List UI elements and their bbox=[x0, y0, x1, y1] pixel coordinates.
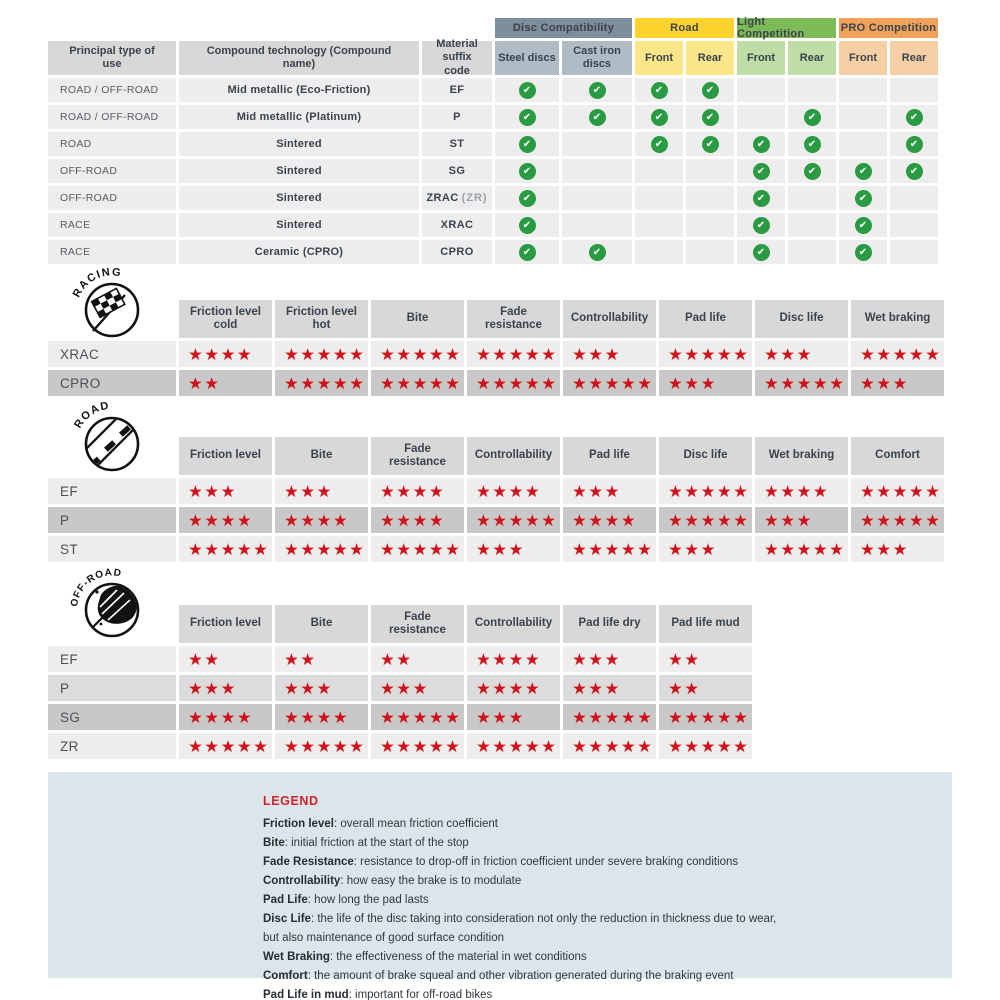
column-header: Wet braking bbox=[851, 300, 944, 338]
compatibility-cell bbox=[890, 132, 938, 156]
compatibility-cell bbox=[686, 186, 734, 210]
offroad-mud-icon bbox=[54, 562, 158, 644]
compatibility-cell bbox=[495, 159, 559, 183]
legend-term: Controllability bbox=[263, 875, 341, 887]
star-rating: ★★★★★ bbox=[851, 341, 944, 367]
column-header: Bite bbox=[275, 605, 368, 643]
road-ratings-section bbox=[48, 399, 944, 562]
star-rating: ★★★★★ bbox=[659, 341, 752, 367]
star-rating: ★★★★ bbox=[467, 675, 560, 701]
column-header: Pad life bbox=[563, 437, 656, 475]
column-header: Fade resistance bbox=[371, 605, 464, 643]
star-rating: ★★★★ bbox=[371, 478, 464, 504]
star-rating: ★★★★★ bbox=[275, 536, 368, 562]
legend-term: Pad Life bbox=[263, 894, 308, 906]
check-icon: ✔ bbox=[804, 109, 821, 126]
star-rating: ★★★ bbox=[467, 536, 560, 562]
star-rating: ★★★★★ bbox=[851, 507, 944, 533]
star-rating: ★★★★★ bbox=[563, 536, 656, 562]
star-rating: ★★★★★ bbox=[563, 370, 656, 396]
sub-column-header: Front bbox=[635, 41, 683, 75]
column-header: Friction level bbox=[179, 437, 272, 475]
legend-term: Wet Braking bbox=[263, 951, 330, 963]
use-type-cell: OFF-ROAD bbox=[48, 186, 176, 210]
compatibility-cell bbox=[788, 132, 836, 156]
star-rating: ★★ bbox=[179, 646, 272, 672]
row-label: P bbox=[48, 675, 176, 701]
compatibility-cell bbox=[788, 213, 836, 237]
compatibility-cell bbox=[890, 78, 938, 102]
compatibility-cell bbox=[737, 105, 785, 129]
column-header: Compound technology (Compound name) bbox=[179, 41, 419, 75]
material-code-cell: CPRO bbox=[422, 240, 492, 264]
compatibility-cell bbox=[788, 105, 836, 129]
column-header: Fade resistance bbox=[371, 437, 464, 475]
use-type-cell: OFF-ROAD bbox=[48, 159, 176, 183]
compatibility-cell bbox=[737, 186, 785, 210]
material-code-cell: SG bbox=[422, 159, 492, 183]
column-header: Disc life bbox=[755, 300, 848, 338]
compatibility-cell bbox=[495, 186, 559, 210]
star-rating: ★★★ bbox=[563, 646, 656, 672]
column-header: Comfort bbox=[851, 437, 944, 475]
material-code-note: (ZR) bbox=[461, 192, 488, 204]
legend-term: Friction level bbox=[263, 818, 334, 830]
sub-column-header: Cast iron discs bbox=[562, 41, 632, 75]
star-rating: ★★★ bbox=[851, 536, 944, 562]
check-icon: ✔ bbox=[702, 136, 719, 153]
check-icon: ✔ bbox=[651, 136, 668, 153]
column-header: Pad life mud bbox=[659, 605, 752, 643]
compatibility-cell bbox=[737, 78, 785, 102]
check-icon: ✔ bbox=[753, 244, 770, 261]
compatibility-cell bbox=[562, 132, 632, 156]
racing-ratings-section bbox=[48, 266, 944, 396]
star-rating: ★★★★★ bbox=[371, 370, 464, 396]
road-ratings-table bbox=[48, 437, 944, 562]
group-header: Light Competition bbox=[737, 18, 836, 38]
material-code-cell: EF bbox=[422, 78, 492, 102]
compatibility-table bbox=[48, 18, 938, 264]
use-type-cell: RACE bbox=[48, 240, 176, 264]
use-type-cell: ROAD / OFF-ROAD bbox=[48, 105, 176, 129]
compatibility-cell bbox=[562, 105, 632, 129]
row-label: SG bbox=[48, 704, 176, 730]
compatibility-cell bbox=[562, 159, 632, 183]
star-rating: ★★★ bbox=[275, 478, 368, 504]
star-rating: ★★★ bbox=[563, 341, 656, 367]
column-header: Controllability bbox=[467, 437, 560, 475]
compatibility-cell bbox=[635, 105, 683, 129]
star-rating: ★★★★★ bbox=[275, 341, 368, 367]
check-icon: ✔ bbox=[519, 244, 536, 261]
compatibility-cell bbox=[839, 105, 887, 129]
legend-panel bbox=[48, 772, 952, 1000]
star-rating: ★★★★ bbox=[563, 507, 656, 533]
legend-entry: Friction level: overall mean friction coefficient bbox=[263, 818, 498, 830]
sub-column-header: Front bbox=[737, 41, 785, 75]
check-icon: ✔ bbox=[753, 217, 770, 234]
star-rating: ★★ bbox=[275, 646, 368, 672]
material-code-cell: XRAC bbox=[422, 213, 492, 237]
column-header: Pad life dry bbox=[563, 605, 656, 643]
compatibility-cell bbox=[839, 213, 887, 237]
star-rating: ★★★★ bbox=[467, 478, 560, 504]
star-rating: ★★ bbox=[179, 370, 272, 396]
check-icon: ✔ bbox=[855, 190, 872, 207]
legend-entries bbox=[263, 815, 952, 1000]
sub-column-header: Front bbox=[839, 41, 887, 75]
sub-column-header: Rear bbox=[788, 41, 836, 75]
column-header: Friction level hot bbox=[275, 300, 368, 338]
star-rating: ★★★★★ bbox=[467, 733, 560, 759]
use-type-cell: ROAD / OFF-ROAD bbox=[48, 78, 176, 102]
legend-term: Pad Life in mud bbox=[263, 989, 349, 1000]
star-rating: ★★★★★ bbox=[179, 536, 272, 562]
row-label: EF bbox=[48, 478, 176, 504]
compatibility-cell bbox=[562, 78, 632, 102]
star-rating: ★★★★★ bbox=[275, 733, 368, 759]
check-icon: ✔ bbox=[906, 163, 923, 180]
road-icon bbox=[54, 396, 154, 476]
compatibility-cell bbox=[737, 213, 785, 237]
legend-entry: Comfort: the amount of brake squeal and other vibration generated during the braking event bbox=[263, 970, 734, 982]
compatibility-cell bbox=[737, 159, 785, 183]
compatibility-cell bbox=[686, 159, 734, 183]
star-rating: ★★★★★ bbox=[659, 704, 752, 730]
column-header: Disc life bbox=[659, 437, 752, 475]
star-rating: ★★★★★ bbox=[851, 478, 944, 504]
check-icon: ✔ bbox=[804, 163, 821, 180]
column-header: Material suffix code bbox=[422, 41, 492, 75]
star-rating: ★★★ bbox=[371, 675, 464, 701]
column-header: Principal type of use bbox=[48, 41, 176, 75]
row-label: EF bbox=[48, 646, 176, 672]
legend-entry: Disc Life: the life of the disc taking into consideration not only the reduction in thickness due to wear, bbox=[263, 913, 777, 925]
compatibility-cell bbox=[686, 105, 734, 129]
sub-column-header: Steel discs bbox=[495, 41, 559, 75]
star-rating: ★★★★ bbox=[755, 478, 848, 504]
use-type-cell: RACE bbox=[48, 213, 176, 237]
row-label: XRAC bbox=[48, 341, 176, 367]
check-icon: ✔ bbox=[651, 109, 668, 126]
star-rating: ★★★ bbox=[755, 341, 848, 367]
group-header: Disc Compatibility bbox=[495, 18, 632, 38]
compatibility-cell bbox=[495, 240, 559, 264]
check-icon: ✔ bbox=[702, 82, 719, 99]
svg-text:OFF-ROAD: OFF-ROAD bbox=[68, 567, 123, 608]
star-rating: ★★★★★ bbox=[275, 370, 368, 396]
star-rating: ★★★★ bbox=[371, 507, 464, 533]
compound-cell: Sintered bbox=[179, 159, 419, 183]
offroad-ratings-section bbox=[48, 567, 752, 759]
star-rating: ★★★ bbox=[851, 370, 944, 396]
material-code-cell: ST bbox=[422, 132, 492, 156]
legend-term: Disc Life bbox=[263, 913, 311, 925]
compatibility-cell bbox=[686, 213, 734, 237]
star-rating: ★★★★ bbox=[467, 646, 560, 672]
star-rating: ★★★ bbox=[179, 675, 272, 701]
column-header: Friction level bbox=[179, 605, 272, 643]
compatibility-cell bbox=[495, 213, 559, 237]
star-rating: ★★★★★ bbox=[755, 536, 848, 562]
racing-flag-icon bbox=[54, 262, 154, 342]
compatibility-cell bbox=[635, 132, 683, 156]
check-icon: ✔ bbox=[906, 109, 923, 126]
check-icon: ✔ bbox=[855, 163, 872, 180]
compatibility-cell bbox=[788, 186, 836, 210]
group-header: Road bbox=[635, 18, 734, 38]
compatibility-cell bbox=[562, 186, 632, 210]
compatibility-cell bbox=[495, 105, 559, 129]
check-icon: ✔ bbox=[519, 136, 536, 153]
compatibility-cell bbox=[635, 213, 683, 237]
check-icon: ✔ bbox=[589, 244, 606, 261]
material-code-cell: P bbox=[422, 105, 492, 129]
compatibility-cell bbox=[495, 78, 559, 102]
compatibility-cell bbox=[890, 159, 938, 183]
compatibility-cell bbox=[686, 132, 734, 156]
compatibility-cell bbox=[635, 240, 683, 264]
compound-cell: Sintered bbox=[179, 186, 419, 210]
row-label: ST bbox=[48, 536, 176, 562]
star-rating: ★★ bbox=[371, 646, 464, 672]
legend-title: LEGEND bbox=[263, 794, 319, 808]
column-header: Fade resistance bbox=[467, 300, 560, 338]
star-rating: ★★★ bbox=[659, 536, 752, 562]
star-rating: ★★★ bbox=[179, 478, 272, 504]
sub-column-header: Rear bbox=[686, 41, 734, 75]
star-rating: ★★★ bbox=[755, 507, 848, 533]
star-rating: ★★★ bbox=[563, 675, 656, 701]
row-label: CPRO bbox=[48, 370, 176, 396]
compatibility-cell bbox=[737, 240, 785, 264]
star-rating: ★★★★ bbox=[275, 704, 368, 730]
star-rating: ★★★★ bbox=[179, 341, 272, 367]
compatibility-cell bbox=[737, 132, 785, 156]
compound-cell: Mid metallic (Platinum) bbox=[179, 105, 419, 129]
column-header: Bite bbox=[371, 300, 464, 338]
star-rating: ★★★★★ bbox=[563, 704, 656, 730]
compatibility-cell bbox=[686, 78, 734, 102]
star-rating: ★★★★ bbox=[179, 704, 272, 730]
star-rating: ★★★ bbox=[563, 478, 656, 504]
star-rating: ★★ bbox=[659, 675, 752, 701]
star-rating: ★★★★★ bbox=[659, 507, 752, 533]
compatibility-cell bbox=[839, 78, 887, 102]
check-icon: ✔ bbox=[519, 190, 536, 207]
check-icon: ✔ bbox=[855, 244, 872, 261]
compatibility-cell bbox=[788, 78, 836, 102]
star-rating: ★★★★★ bbox=[563, 733, 656, 759]
column-header: Pad life bbox=[659, 300, 752, 338]
svg-text:ROAD: ROAD bbox=[72, 399, 111, 431]
star-rating: ★★★★★ bbox=[371, 341, 464, 367]
star-rating: ★★★★ bbox=[275, 507, 368, 533]
compatibility-cell bbox=[788, 159, 836, 183]
racing-ratings-table bbox=[48, 300, 944, 396]
legend-entry: Wet Braking: the effectiveness of the material in wet conditions bbox=[263, 951, 587, 963]
star-rating: ★★★★★ bbox=[467, 507, 560, 533]
check-icon: ✔ bbox=[906, 136, 923, 153]
check-icon: ✔ bbox=[855, 217, 872, 234]
compatibility-cell bbox=[890, 105, 938, 129]
sub-column-header: Rear bbox=[890, 41, 938, 75]
compound-cell: Sintered bbox=[179, 213, 419, 237]
star-rating: ★★★★★ bbox=[371, 733, 464, 759]
star-rating: ★★ bbox=[659, 646, 752, 672]
star-rating: ★★★ bbox=[659, 370, 752, 396]
check-icon: ✔ bbox=[519, 82, 536, 99]
column-header: Controllability bbox=[467, 605, 560, 643]
check-icon: ✔ bbox=[753, 190, 770, 207]
legend-entry: Fade Resistance: resistance to drop-off in friction coefficient under severe braking conditions bbox=[263, 856, 739, 868]
check-icon: ✔ bbox=[589, 82, 606, 99]
check-icon: ✔ bbox=[519, 217, 536, 234]
check-icon: ✔ bbox=[753, 136, 770, 153]
column-header: Bite bbox=[275, 437, 368, 475]
check-icon: ✔ bbox=[519, 109, 536, 126]
compatibility-cell bbox=[890, 213, 938, 237]
legend-entry: Pad Life: how long the pad lasts bbox=[263, 894, 429, 906]
legend-entry: Bite: initial friction at the start of the stop bbox=[263, 837, 469, 849]
check-icon: ✔ bbox=[753, 163, 770, 180]
star-rating: ★★★★★ bbox=[179, 733, 272, 759]
check-icon: ✔ bbox=[519, 163, 536, 180]
row-label: P bbox=[48, 507, 176, 533]
legend-term: Bite bbox=[263, 837, 285, 849]
legend-entry: but also maintenance of good surface condition bbox=[263, 932, 505, 944]
check-icon: ✔ bbox=[702, 109, 719, 126]
legend-term: Fade Resistance bbox=[263, 856, 354, 868]
compound-cell: Sintered bbox=[179, 132, 419, 156]
check-icon: ✔ bbox=[804, 136, 821, 153]
compatibility-cell bbox=[562, 240, 632, 264]
compatibility-cell bbox=[635, 78, 683, 102]
use-type-cell: ROAD bbox=[48, 132, 176, 156]
svg-text:RACING: RACING bbox=[70, 266, 123, 300]
star-rating: ★★★ bbox=[275, 675, 368, 701]
check-icon: ✔ bbox=[589, 109, 606, 126]
compatibility-cell bbox=[635, 159, 683, 183]
legend-entry: Controllability: how easy the brake is to modulate bbox=[263, 875, 522, 887]
compatibility-cell bbox=[686, 240, 734, 264]
compatibility-cell bbox=[562, 213, 632, 237]
star-rating: ★★★★★ bbox=[371, 704, 464, 730]
group-header: PRO Competition bbox=[839, 18, 938, 38]
column-header: Controllability bbox=[563, 300, 656, 338]
star-rating: ★★★★★ bbox=[659, 478, 752, 504]
row-label: ZR bbox=[48, 733, 176, 759]
compound-cell: Ceramic (CPRO) bbox=[179, 240, 419, 264]
compatibility-cell bbox=[495, 132, 559, 156]
compatibility-cell bbox=[839, 159, 887, 183]
star-rating: ★★★★★ bbox=[467, 370, 560, 396]
star-rating: ★★★ bbox=[467, 704, 560, 730]
compatibility-cell bbox=[839, 240, 887, 264]
legend-term: Comfort bbox=[263, 970, 308, 982]
compatibility-cell bbox=[890, 240, 938, 264]
material-code-cell: ZRAC (ZR) bbox=[422, 186, 492, 210]
column-header: Wet braking bbox=[755, 437, 848, 475]
column-header: Friction level cold bbox=[179, 300, 272, 338]
compatibility-cell bbox=[839, 186, 887, 210]
star-rating: ★★★★★ bbox=[467, 341, 560, 367]
star-rating: ★★★★ bbox=[179, 507, 272, 533]
legend-entry: Pad Life in mud: important for off-road bikes bbox=[263, 989, 493, 1000]
compound-cell: Mid metallic (Eco-Friction) bbox=[179, 78, 419, 102]
compatibility-cell bbox=[839, 132, 887, 156]
check-icon: ✔ bbox=[651, 82, 668, 99]
star-rating: ★★★★★ bbox=[371, 536, 464, 562]
compatibility-cell bbox=[788, 240, 836, 264]
star-rating: ★★★★★ bbox=[659, 733, 752, 759]
compatibility-cell bbox=[890, 186, 938, 210]
star-rating: ★★★★★ bbox=[755, 370, 848, 396]
compatibility-cell bbox=[635, 186, 683, 210]
